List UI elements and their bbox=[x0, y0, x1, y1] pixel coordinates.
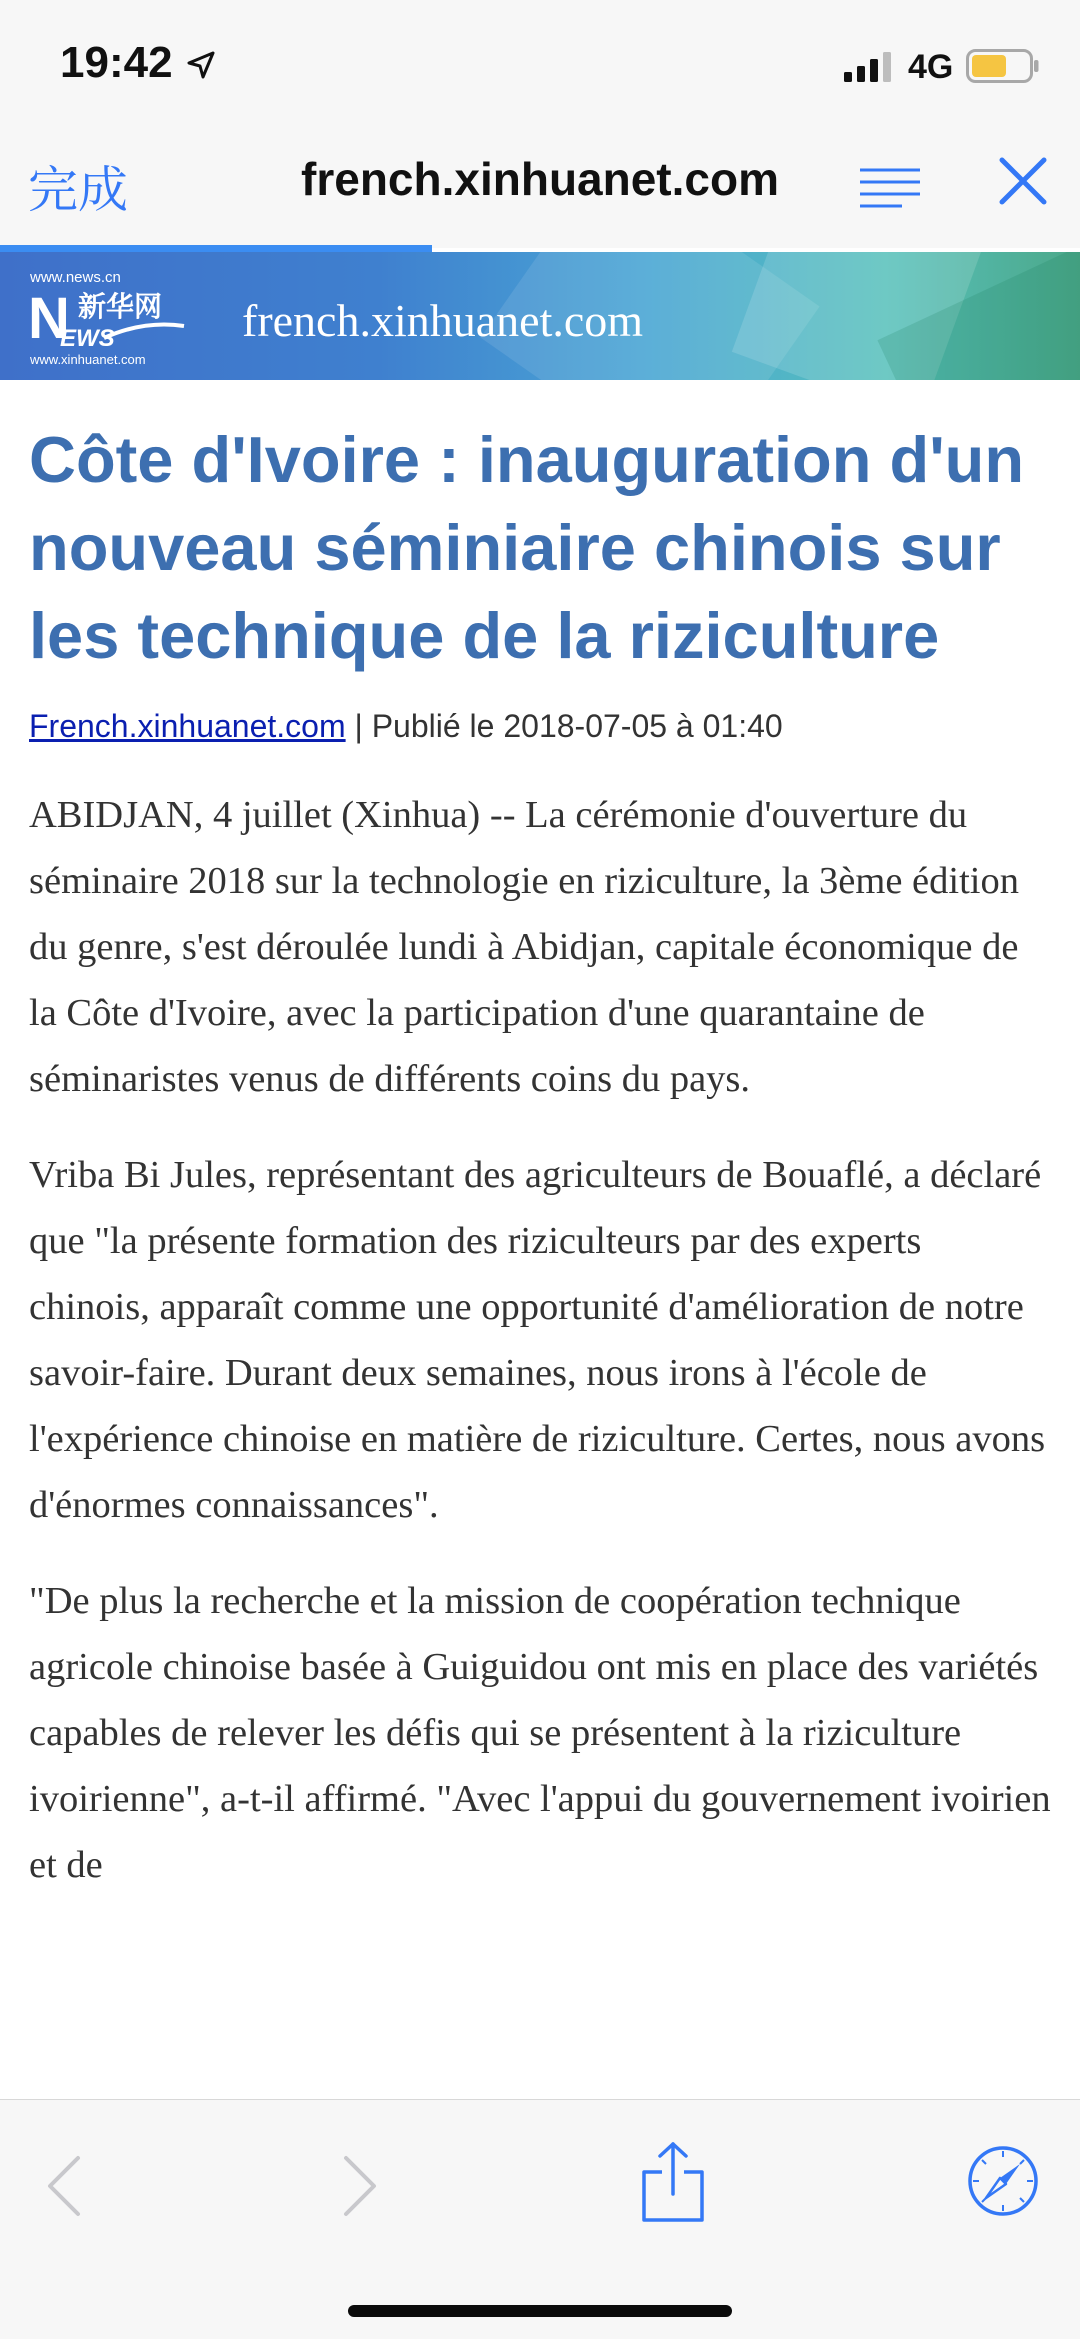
browser-nav-bar bbox=[0, 132, 1080, 248]
article-paragraph: ABIDJAN, 4 juillet (Xinhua) -- La cérémonie d'ouverture du séminaire 2018 sur la technologie en riziculture, la 3ème édition du genre, s'est déroulée lundi à Abidjan, capitale économique de la Côte d'Ivoire, avec la participation d'une quarantaine de séminaristes venus de différents coins du pays. bbox=[29, 794, 1019, 1100]
logo-bottom-text: www.xinhuanet.com bbox=[30, 352, 146, 367]
bottom-toolbar bbox=[0, 2099, 1080, 2339]
source-link[interactable]: French.xinhuanet.com bbox=[29, 708, 346, 744]
signal-icon bbox=[844, 52, 894, 82]
article-meta bbox=[29, 704, 1051, 748]
logo-top-text: www.news.cn bbox=[30, 269, 121, 286]
logo-brand-cn: 新华网 bbox=[78, 290, 163, 323]
banner-site-name: french.xinhuanet.com bbox=[242, 295, 644, 346]
publish-date: | Publié le 2018-07-05 à 01:40 bbox=[345, 708, 783, 744]
article-body bbox=[29, 782, 1051, 1898]
close-icon[interactable] bbox=[996, 154, 1050, 208]
status-time: 19:42 bbox=[60, 38, 173, 87]
network-type: 4G bbox=[908, 48, 954, 86]
location-arrow-icon bbox=[186, 50, 216, 80]
status-bar bbox=[0, 0, 1080, 132]
logo-letter: N bbox=[28, 286, 70, 351]
back-chevron-icon[interactable] bbox=[44, 2154, 84, 2218]
safari-compass-icon[interactable] bbox=[966, 2144, 1040, 2218]
reader-menu-icon[interactable] bbox=[858, 162, 922, 212]
article-title: Côte d'Ivoire : inauguration d'un nouveau séminiaire chinois sur les technique de la riziculture bbox=[29, 423, 1025, 672]
share-icon[interactable] bbox=[638, 2140, 708, 2224]
article-paragraph: Vriba Bi Jules, représentant des agriculteurs de Bouaflé, a déclaré que "la présente formation des riziculteurs par des experts chinois, apparaît comme une opportunité d'amélioration de notre savoir-faire. Durant deux semaines, nous irons à l'école de l'expérience chinoise en matière de riziculture. Certes, nous avons d'énormes connaissances". bbox=[29, 1154, 1046, 1526]
forward-chevron-icon[interactable] bbox=[340, 2154, 380, 2218]
site-banner[interactable] bbox=[0, 252, 1080, 380]
xinhua-logo bbox=[26, 264, 206, 368]
page-url: french.xinhuanet.com bbox=[301, 153, 779, 205]
battery-icon bbox=[966, 49, 1040, 83]
logo-brand-rest: EWS bbox=[60, 325, 115, 352]
page-load-progress bbox=[0, 245, 432, 252]
article-content bbox=[29, 380, 1051, 1898]
done-button[interactable]: 完成 bbox=[28, 150, 128, 222]
article-paragraph: "De plus la recherche et la mission de coopération technique agricole chinoise basée à Guiguidou ont mis en place des variétés capables de relever les défis qui se présentent à la riziculture ivoirienne", a-t-il affirmé. "Avec l'appui du gouvernement ivoirien et de bbox=[29, 1580, 1051, 1886]
home-indicator[interactable] bbox=[348, 2305, 732, 2317]
